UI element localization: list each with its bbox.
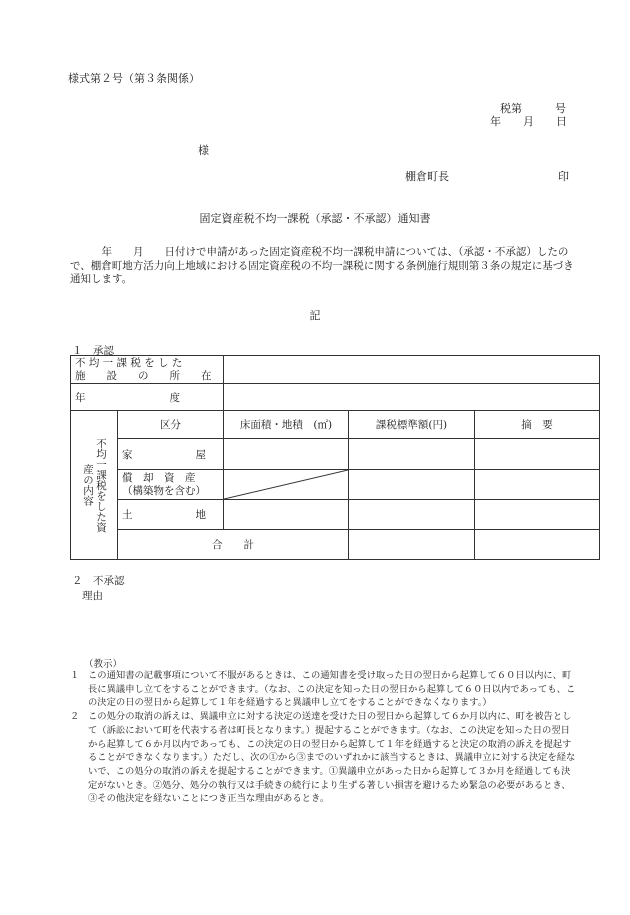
facility-label-line2: 施 設 の 所 在 bbox=[75, 369, 212, 382]
document-title: 固定資産税不均一課税（承認・不承認）通知書 bbox=[199, 212, 431, 225]
category-depreciable-line2: （構築物を含む） bbox=[122, 484, 206, 497]
notice-item bbox=[70, 669, 576, 710]
year-row bbox=[71, 384, 600, 411]
notice-list bbox=[70, 669, 576, 806]
header-tax-base: 課税標準額(円) bbox=[349, 411, 475, 439]
depreciable-remarks[interactable] bbox=[475, 470, 600, 500]
notice-item-text: この処分の取消の訴えは、異議申立に対する決定の送達を受けた日の翌日から起算して６か月以内に、町を被告として（訴訟において町を代表する者は町長となります。）提起することができます。（なお、この決定を知った日の翌日から起算して６か月以内であっても、この決定の日の翌日から起算して１年を経過すると決定の取消の訴えを提起することができなくなります。）ただし、次の①から③までのいずれかに該当するときは、異議申立に対する決定を経ないで、この処分の取消の訴えを提起することができます。①異議申立があった日から起算して３か月を経過しても決定がないとき。②処分、処分の執行又は手続きの続行により生ずる著しい損害を避けるため緊急の必要があるとき、③その他決定を経ないことにつき正当な理由があるとき。 bbox=[88, 711, 576, 805]
notice-item-number: １ bbox=[70, 670, 80, 681]
category-house: 家 屋 bbox=[118, 439, 224, 470]
section-approval-heading: １ 承認 bbox=[72, 345, 114, 357]
ki-heading: 記 bbox=[309, 309, 321, 322]
body-paragraph: 年 月 日付けで申請があった固定資産税不均一課税申請については、（承認・不承認）したので、棚倉町地方活力向上地域における固定資産税の不均一課税に関する条例施行規則第３条の規定に基づき通知します。 bbox=[70, 246, 574, 285]
notice-item-text: この通知書の記載事項について不服があるときは、この通知書を受け取った日の翌日から起算して６０日以内に、町長に異議申し立てをすることができます。（なお、この決定を知った日の翌日から起算して６０日以内であっても、この決定の日の翌日から起算して１年を経過すると異議申し立てをすることができなくなります。） bbox=[88, 670, 576, 709]
approval-table bbox=[70, 355, 600, 560]
header-category: 区分 bbox=[118, 411, 224, 439]
tax-number: 税第 号 bbox=[500, 102, 566, 115]
year-value[interactable] bbox=[224, 384, 600, 411]
rejection-reason-label: 理由 bbox=[82, 590, 103, 602]
land-tax-base[interactable] bbox=[349, 500, 475, 530]
table-row-house bbox=[71, 439, 600, 470]
depreciable-tax-base[interactable] bbox=[349, 470, 475, 500]
category-land: 土 地 bbox=[118, 500, 224, 530]
house-tax-base[interactable] bbox=[349, 439, 475, 470]
addressee: 様 bbox=[198, 144, 209, 157]
facility-location-value[interactable] bbox=[224, 356, 600, 384]
total-remarks[interactable] bbox=[475, 530, 600, 560]
seal-mark: 印 bbox=[558, 170, 569, 183]
notice-item bbox=[70, 710, 576, 806]
category-depreciable bbox=[118, 470, 224, 500]
asset-content-vertical-text: 不均一課税をした資産の内容 bbox=[82, 437, 107, 533]
table-row-land bbox=[71, 500, 600, 530]
header-remarks: 摘 要 bbox=[475, 411, 600, 439]
issuer-mayor: 棚倉町長 bbox=[405, 170, 449, 183]
facility-location-label bbox=[71, 356, 224, 384]
total-tax-base[interactable] bbox=[349, 530, 475, 560]
header-area: 床面積・地積 (㎡) bbox=[224, 411, 349, 439]
issue-date: 年 月 日 bbox=[490, 115, 567, 128]
asset-content-label bbox=[71, 411, 118, 560]
column-header-row bbox=[71, 411, 600, 439]
form-number: 様式第２号（第３条関係） bbox=[68, 72, 200, 85]
depreciable-area-na bbox=[224, 470, 349, 500]
house-area[interactable] bbox=[224, 439, 349, 470]
land-remarks[interactable] bbox=[475, 500, 600, 530]
notice-item-number: ２ bbox=[70, 711, 80, 723]
category-depreciable-line1: 償 却 資 産 bbox=[122, 471, 196, 484]
house-remarks[interactable] bbox=[475, 439, 600, 470]
land-area[interactable] bbox=[224, 500, 349, 530]
total-label: 合 計 bbox=[118, 530, 349, 560]
diagonal-slash bbox=[224, 470, 348, 499]
table-row-total bbox=[71, 530, 600, 560]
section-rejection-heading: ２ 不承認 bbox=[72, 575, 125, 587]
year-label: 年 度 bbox=[71, 384, 224, 411]
table-row-depreciable bbox=[71, 470, 600, 500]
notice-heading: （教示） bbox=[84, 659, 123, 670]
facility-location-row bbox=[71, 356, 600, 384]
facility-label-line1: 不 均 一 課 税 を し た bbox=[75, 356, 183, 369]
